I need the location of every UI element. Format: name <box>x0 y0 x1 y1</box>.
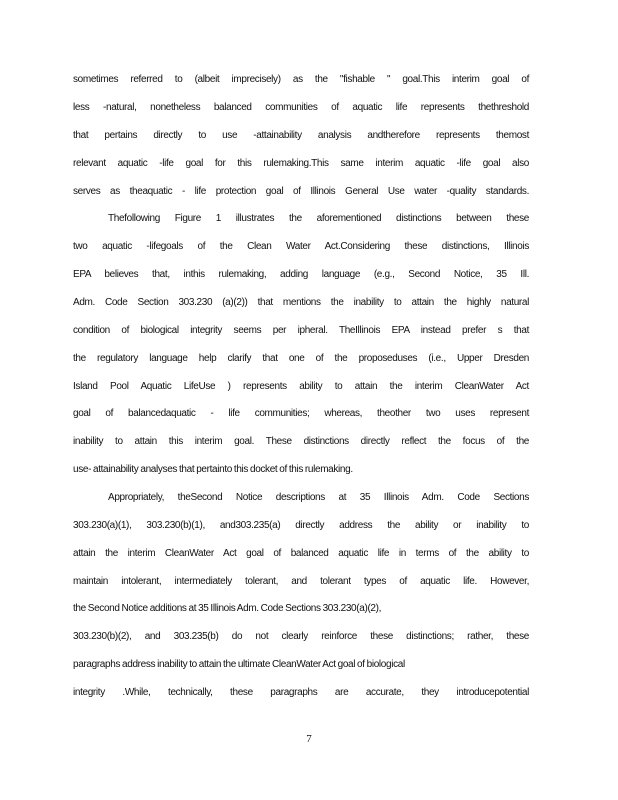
text-line-11: the regulatory language help clarify that one of the proposeduses (i.e., Upper Dresden <box>73 353 529 364</box>
text-line-18: attain the interim CleanWater Act goal of balanced aquatic life in terms of the ability to <box>73 548 529 559</box>
text-line-13: goal of balancedaquatic - life communities; whereas, theother two uses represent <box>73 408 529 419</box>
text-line-23: integrity .While, technically, these paragraphs are accurate, they introducepotential <box>73 687 529 698</box>
text-line-9: Adm. Code Section 303.230 (a)(2)) that mentions the inability to attain the highly natural <box>73 297 529 308</box>
text-line-8: EPA believes that, inthis rulemaking, adding language (e.g., Second Notice, 35 Ill. <box>73 269 529 280</box>
text-line-12: Island Pool Aquatic LifeUse ) represents ability to attain the interim CleanWater Act <box>73 381 529 392</box>
text-line-14: inability to attain this interim goal. These distinctions directly reflect the focus of the <box>73 436 529 447</box>
text-line-3: that pertains directly to use -attainability analysis andtherefore represents themost <box>73 130 529 141</box>
text-line-16: Appropriately, theSecond Notice descriptions at 35 Illinois Adm. Code Sections <box>108 492 529 503</box>
text-line-15: use- attainability analyses that pertainto this docket of this rulemaking. <box>73 464 353 475</box>
text-line-2: less -natural, nonetheless balanced communities of aquatic life represents thethreshold <box>73 102 529 113</box>
text-line-21: 303.230(b)(2), and 303.235(b) do not clearly reinforce these distinctions; rather, these <box>73 631 529 642</box>
text-line-10: condition of biological integrity seems per ipheral. TheIllinois EPA instead prefer s that <box>73 325 529 336</box>
text-line-19: maintain intolerant, intermediately tolerant, and tolerant types of aquatic life. However, <box>73 576 529 587</box>
text-line-6: Thefollowing Figure 1 illustrates the aforementioned distinctions between these <box>108 213 529 224</box>
text-line-20: the Second Notice additions at 35 Illinois Adm. Code Sections 303.230(a)(2), <box>73 603 382 614</box>
page-number: 7 <box>306 733 312 745</box>
text-line-1: sometimes referred to (albeit imprecisely) as the "fishable " goal.This interim goal of <box>73 74 529 85</box>
text-line-7: two aquatic -lifegoals of the Clean Water Act.Considering these distinctions, Illinois <box>73 241 529 252</box>
text-line-5: serves as theaquatic - life protection goal of Illinois General Use water -quality standards. <box>73 186 529 197</box>
text-line-17: 303.230(a)(1), 303.230(b)(1), and303.235(a) directly address the ability or inability to <box>73 520 529 531</box>
text-line-4: relevant aquatic -life goal for this rulemaking.This same interim aquatic -life goal also <box>73 158 529 169</box>
text-line-22: paragraphs address inability to attain the ultimate CleanWater Act goal of biological <box>73 659 405 670</box>
